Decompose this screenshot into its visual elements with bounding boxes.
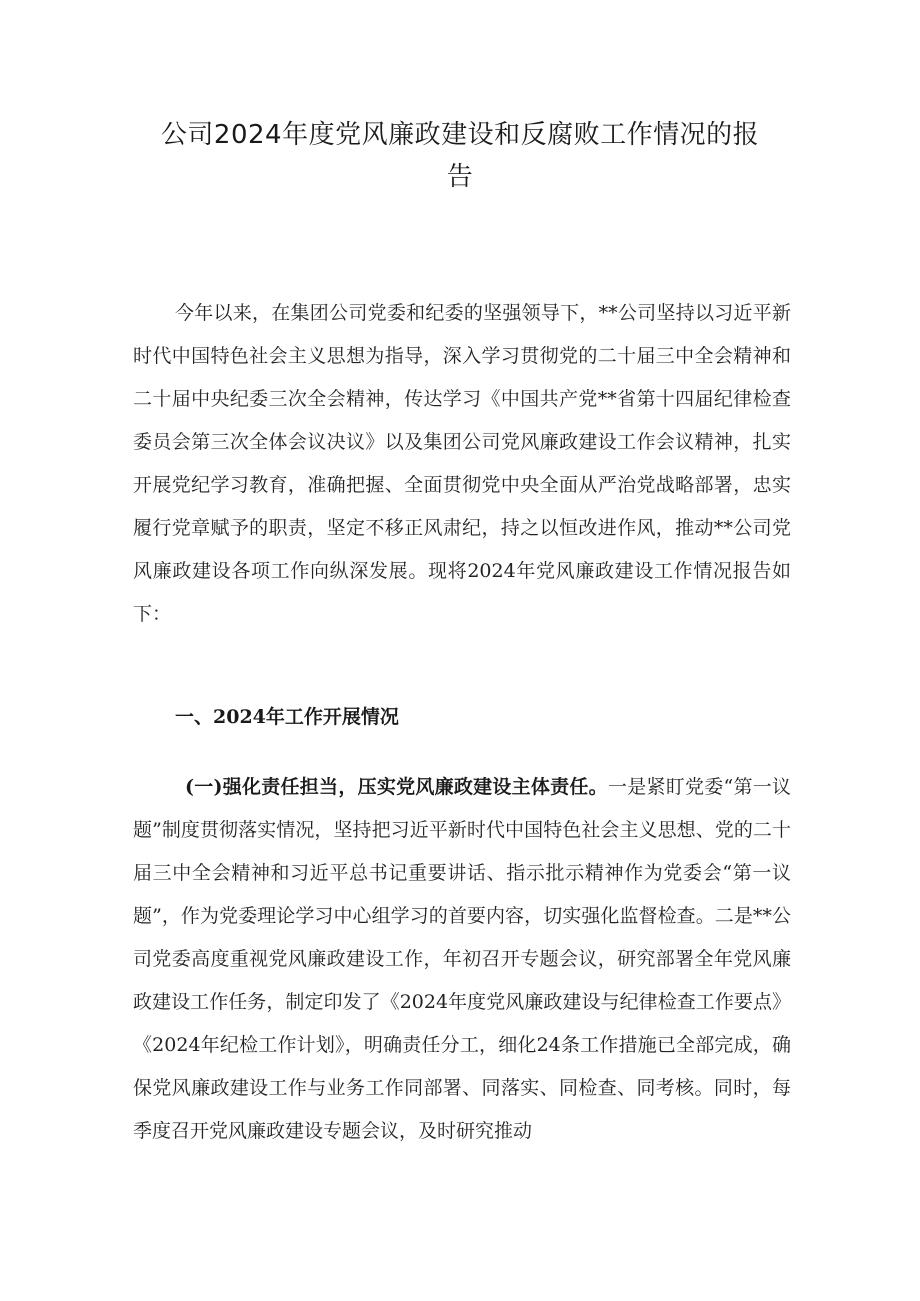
subsection-paragraph — [133, 766, 791, 1153]
subsection-heading: (一)强化责任担当，压实党风廉政建设主体责任。 — [185, 776, 608, 798]
intro-paragraph: 今年以来，在集团公司党委和纪委的坚强领导下，**公司坚持以习近平新时代中国特色社会主义思想为指导，深入学习贯彻党的二十届三中全会精神和二十届中央纪委三次全会精神，传达学习《中国共产党**省第十四届纪律检查委员会第三次全体会议决议》以及集团公司党风廉政建设工作会议精神，扎实开展党纪学习教育，准确把握、全面贯彻党中央全面从严治党战略部署，忠实履行党章赋予的职责，坚定不移正风肃纪，持之以恒改进作风，推动**公司党风廉政建设各项工作向纵深发展。现将2024年党风廉政建设工作情况报告如下： — [133, 302, 791, 625]
subsection-text: 一是紧盯党委“第一议题”制度贯彻落实情况，坚持把习近平新时代中国特色社会主义思想、党的二十届三中全会精神和习近平总书记重要讲话、指示批示精神作为党委会“第一议题”，作为党委理论学习中心组学习的首要内容，切实强化监督检查。二是**公司党委高度重视党风廉政建设工作，年初召开专题会议，研究部署全年党风廉政建设工作任务，制定印发了《2024年度党风廉政建设与纪律检查工作要点》《2024年纪检工作计划》，明确责任分工，细化24条工作措施已全部完成，确保党风廉政建设工作与业务工作同部署、同落实、同检查、同考核。同时，每季度召开党风廉政建设专题会议，及时研究推动 — [133, 776, 792, 1142]
section-heading: 一、2024年工作开展情况 — [175, 706, 399, 728]
document-title: 公司2024年度党风廉政建设和反腐败工作情况的报告 — [160, 120, 760, 192]
